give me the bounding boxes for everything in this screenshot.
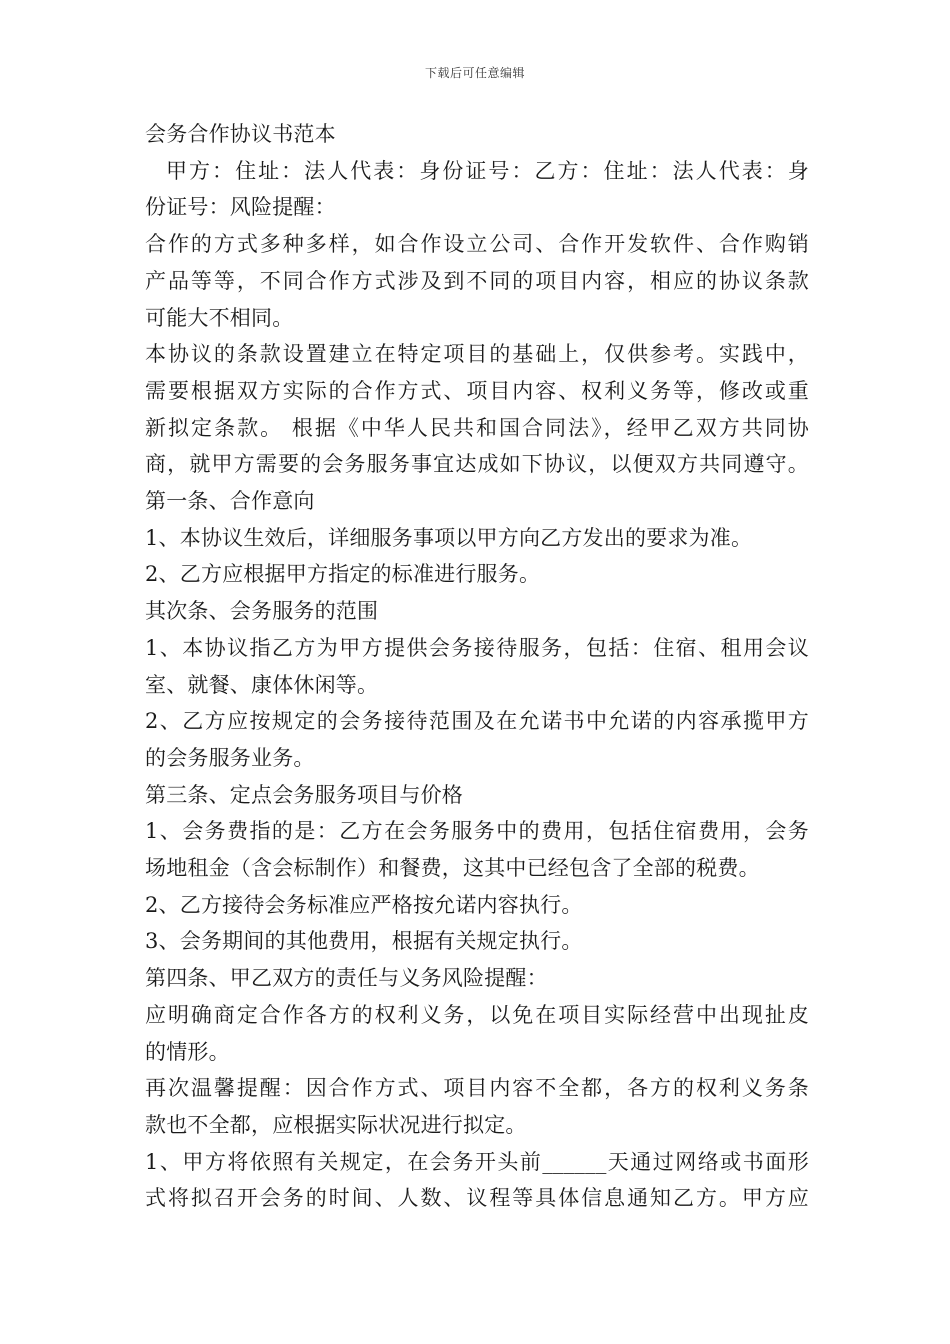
clause-line: 2、乙方应根据甲方指定的标准进行服务。 [145, 562, 541, 587]
paragraph-line: 产品等等，不同合作方式涉及到不同的项目内容，相应的协议条款 [145, 268, 809, 293]
clause-line: 2、乙方接待会务标准应严格按允诺内容执行。 [145, 892, 583, 917]
paragraph-line: 份证号：风险提醒： [145, 195, 336, 220]
paragraph-line: 新拟定条款。 根据《中华人民共和国合同法》，经甲乙双方共同协 [145, 415, 809, 440]
clause-line: 3、会务期间的其他费用，根据有关规定执行。 [145, 929, 583, 954]
clause-line: 1、本协议生效后，详细服务事项以甲方向乙方发出的要求为准。 [145, 525, 753, 550]
paragraph-line: 甲方：住址：法人代表：身份证号：乙方：住址：法人代表：身 [166, 158, 809, 183]
clause-line: 1、甲方将依照有关规定，在会务开头前______天通过网络或书面形 [145, 1149, 809, 1174]
paragraph-line: 需要根据双方实际的合作方式、项目内容、权利义务等，修改或重 [145, 378, 809, 403]
header-note: 下载后可任意编辑 [424, 66, 525, 80]
section-heading: 第一条、合作意向 [145, 489, 315, 514]
document-title: 会务合作协议书范本 [145, 122, 336, 146]
clause-line: 场地租金（含会标制作）和餐费，这其中已经包含了全部的税费。 [145, 856, 760, 881]
paragraph-line: 可能大不相同。 [145, 305, 294, 330]
paragraph-line: 再次温馨提醒：因合作方式、项目内容不全都，各方的权利义务条 [145, 1076, 809, 1101]
paragraph-line: 款也不全都，应根据实际状况进行拟定。 [145, 1112, 527, 1137]
document-body [145, 116, 809, 1217]
section-heading: 其次条、会务服务的范围 [145, 599, 379, 624]
clause-line: 1、本协议指乙方为甲方提供会务接待服务，包括：住宿、租用会议 [145, 635, 809, 660]
paragraph-line: 商，就甲方需要的会务服务事宜达成如下协议，以便双方共同遵守。 [145, 452, 809, 477]
section-heading: 第三条、定点会务服务项目与价格 [145, 782, 463, 807]
clause-line: 室、就餐、康体休闲等。 [145, 672, 379, 697]
paragraph-line: 应明确商定合作各方的权利义务，以免在项目实际经营中出现扯皮 [145, 1002, 809, 1027]
paragraph-line: 本协议的条款设置建立在特定项目的基础上，仅供参考。实践中， [145, 342, 809, 367]
paragraph-line: 的情形。 [145, 1039, 230, 1064]
clause-line: 2、乙方应按规定的会务接待范围及在允诺书中允诺的内容承揽甲方 [145, 709, 809, 734]
clause-line: 1、会务费指的是：乙方在会务服务中的费用，包括住宿费用，会务 [145, 819, 809, 844]
clause-line: 式将拟召开会务的时间、人数、议程等具体信息通知乙方。甲方应 [145, 1186, 809, 1211]
clause-line: 的会务服务业务。 [145, 745, 315, 770]
section-heading: 第四条、甲乙双方的责任与义务风险提醒： [145, 966, 548, 991]
paragraph-line: 合作的方式多种多样，如合作设立公司、合作开发软件、合作购销 [145, 232, 809, 257]
